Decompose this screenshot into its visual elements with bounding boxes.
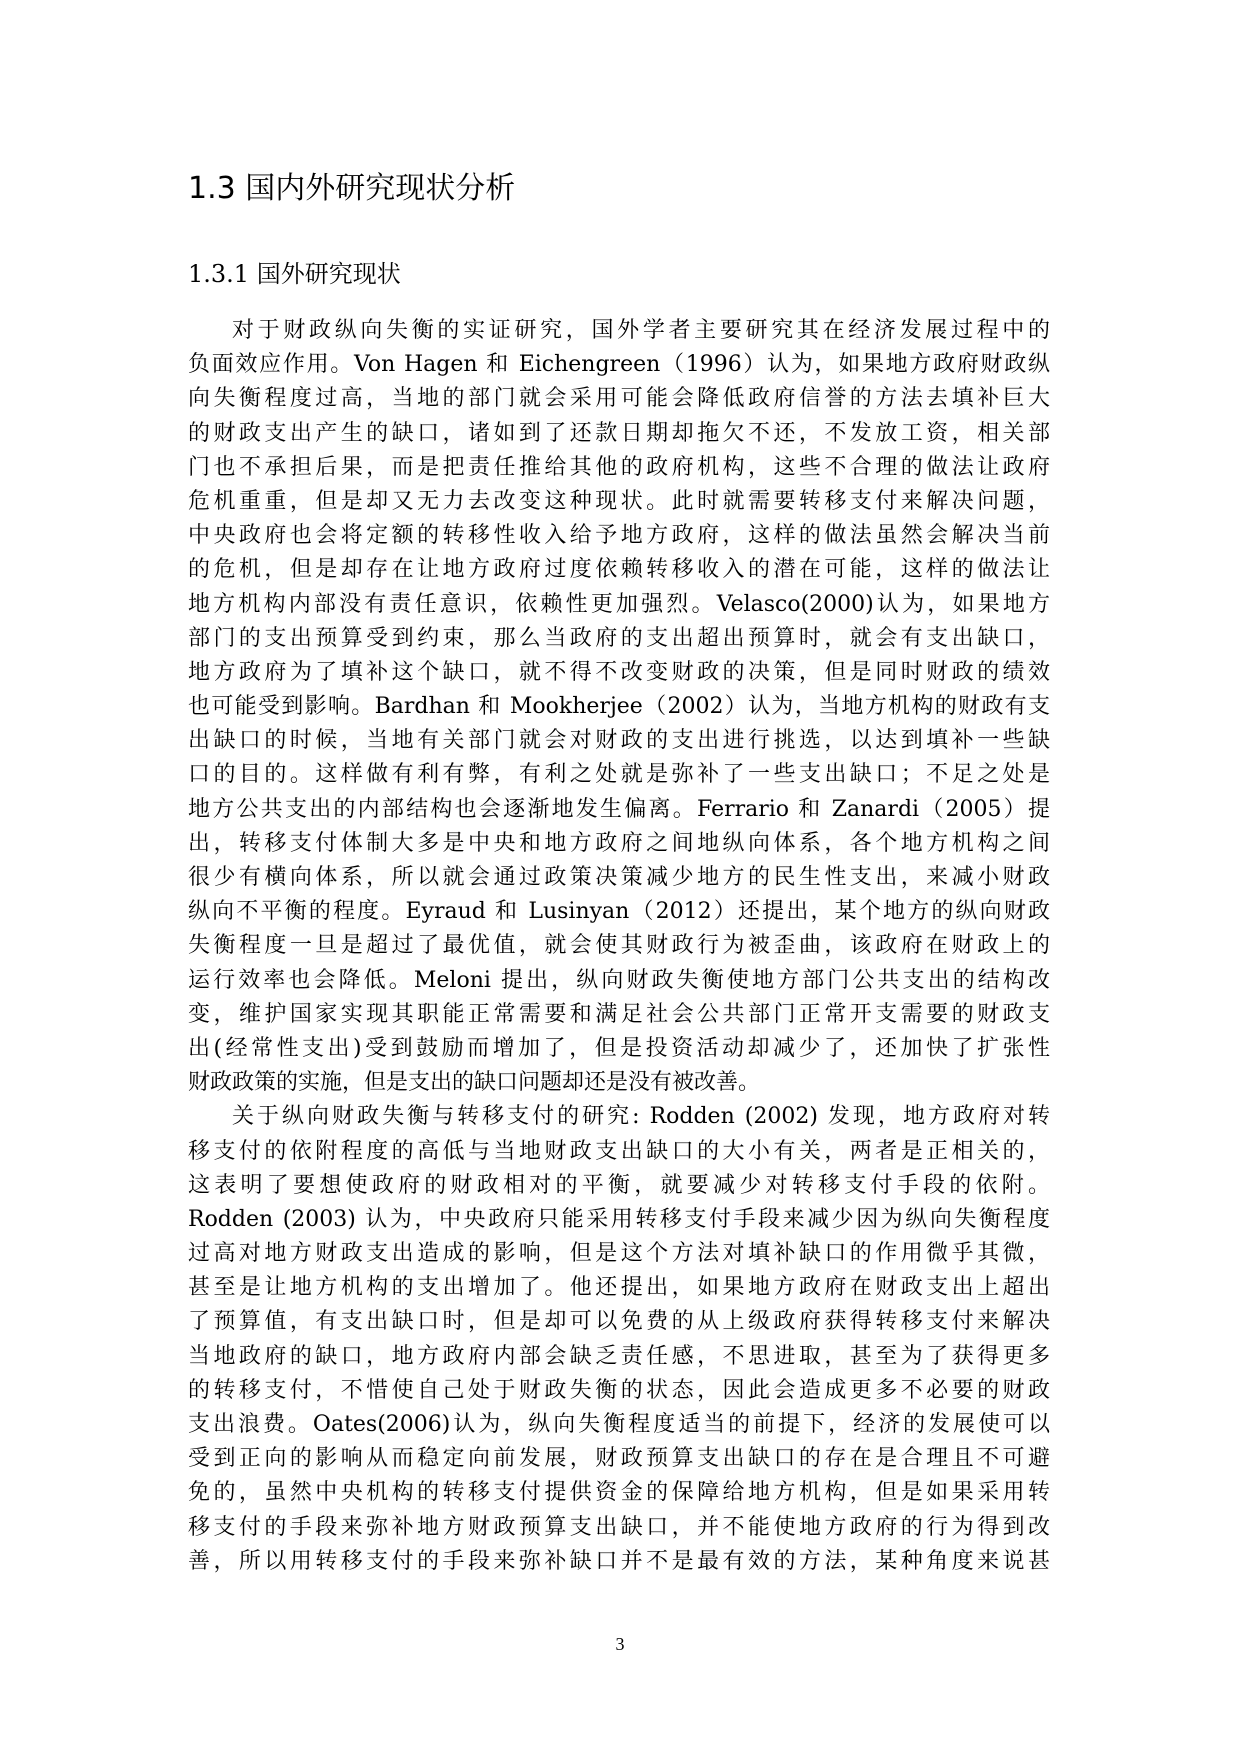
- text-line: 很少有横向体系，所以就会通过政策决策减少地方的民生性支出，来减小财政: [188, 865, 1050, 890]
- text-line: 纵向不平衡的程度。Eyraud 和 Lusinyan（2012）还提出，某个地方的纵向财政: [188, 899, 1050, 925]
- page-number: 3: [615, 1634, 625, 1654]
- text-line: 危机重重，但是却又无力去改变这种现状。此时就需要转移支付来解决问题，: [188, 488, 1050, 514]
- text-line: 向失衡程度过高，当地的部门就会采用可能会降低政府信誉的方法去填补巨大: [188, 386, 1050, 412]
- text-line: 也可能受到影响。Bardhan 和 Mookherjee（2002）认为，当地方机构的财政有支: [188, 694, 1050, 720]
- text-line: 部门的支出预算受到约束，那么当政府的支出超出预算时，就会有支出缺口，: [188, 625, 1050, 651]
- subsection-heading: 1.3.1 国外研究现状: [188, 260, 401, 288]
- text-line: 了预算值，有支出缺口时，但是却可以免费的从上级政府获得转移支付来解决: [188, 1309, 1050, 1335]
- text-line: 失衡程度一旦是超过了最优值，就会使其财政行为被歪曲，该政府在财政上的: [188, 933, 1050, 959]
- text-line: 变，维护国家实现其职能正常需要和满足社会公共部门正常开支需要的财政支: [188, 1001, 1050, 1027]
- text-line: 地方公共支出的内部结构也会逐渐地发生偏离。Ferrario 和 Zanardi（2005）提: [188, 796, 1050, 822]
- text-line: 财政政策的实施，但是支出的缺口问题却还是没有被改善。: [188, 1070, 761, 1096]
- text-line: 甚至是让地方机构的支出增加了。他还提出，如果地方政府在财政支出上超出: [188, 1275, 1050, 1301]
- text-line: 这表明了要想使政府的财政相对的平衡，就要减少对转移支付手段的依附。: [188, 1172, 1050, 1198]
- text-line: 关于纵向财政失衡与转移支付的研究: Rodden (2002) 发现，地方政府对转: [232, 1104, 1050, 1130]
- text-line: 运行效率也会降低。Meloni 提出，纵向财政失衡使地方部门公共支出的结构改: [188, 967, 1050, 993]
- text-line: 免的，虽然中央机构的转移支付提供资金的保障给地方机构，但是如果采用转: [188, 1480, 1050, 1506]
- body-text: [188, 314, 1050, 1579]
- text-line: Rodden (2003) 认为，中央政府只能采用转移支付手段来减少因为纵向失衡程度: [188, 1206, 1050, 1232]
- section-heading: 1.3 国内外研究现状分析: [188, 171, 516, 206]
- text-line: 受到正向的影响从而稳定向前发展，财政预算支出缺口的存在是合理且不可避: [188, 1446, 1050, 1472]
- text-line: 当地政府的缺口，地方政府内部会缺乏责任感，不思进取，甚至为了获得更多: [188, 1343, 1050, 1369]
- text-line: 地方政府为了填补这个缺口，就不得不改变财政的决策，但是同时财政的绩效: [188, 659, 1050, 685]
- text-line: 善，所以用转移支付的手段来弥补缺口并不是最有效的方法，某种角度来说甚: [188, 1548, 1050, 1574]
- text-line: 过高对地方财政支出造成的影响，但是这个方法对填补缺口的作用微乎其微，: [188, 1241, 1050, 1267]
- text-line: 负面效应作用。Von Hagen 和 Eichengreen（1996）认为，如果地方政府财政纵: [188, 352, 1050, 378]
- text-line: 出，转移支付体制大多是中央和地方政府之间地纵向体系，各个地方机构之间: [188, 830, 1050, 856]
- text-line: 的转移支付，不惜使自己处于财政失衡的状态，因此会造成更多不必要的财政: [188, 1377, 1050, 1403]
- text-line: 支出浪费。Oates(2006)认为，纵向失衡程度适当的前提下，经济的发展使可以: [188, 1412, 1050, 1437]
- text-line: 的财政支出产生的缺口，诸如到了还款日期却拖欠不还，不发放工资，相关部: [188, 420, 1050, 446]
- text-line: 地方机构内部没有责任意识，依赖性更加强烈。Velasco(2000)认为，如果地方: [188, 591, 1050, 617]
- text-line: 的危机，但是却存在让地方政府过度依赖转移收入的潜在可能，这样的做法让: [188, 557, 1050, 583]
- text-line: 中央政府也会将定额的转移性收入给予地方政府，这样的做法虽然会解决当前: [188, 523, 1050, 549]
- text-line: 移支付的依附程度的高低与当地财政支出缺口的大小有关，两者是正相关的，: [188, 1138, 1050, 1164]
- text-line: 对于财政纵向失衡的实证研究，国外学者主要研究其在经济发展过程中的: [232, 318, 1050, 343]
- text-line: 门也不承担后果，而是把责任推给其他的政府机构，这些不合理的做法让政府: [188, 454, 1050, 480]
- text-line: 出缺口的时候，当地有关部门就会对财政的支出进行挑选，以达到填补一些缺: [188, 728, 1050, 754]
- text-line: 口的目的。这样做有利有弊，有利之处就是弥补了一些支出缺口；不足之处是: [188, 762, 1050, 788]
- text-line: 移支付的手段来弥补地方财政预算支出缺口，并不能使地方政府的行为得到改: [188, 1514, 1050, 1540]
- text-line: 出(经常性支出)受到鼓励而增加了，但是投资活动却减少了，还加快了扩张性: [188, 1035, 1050, 1061]
